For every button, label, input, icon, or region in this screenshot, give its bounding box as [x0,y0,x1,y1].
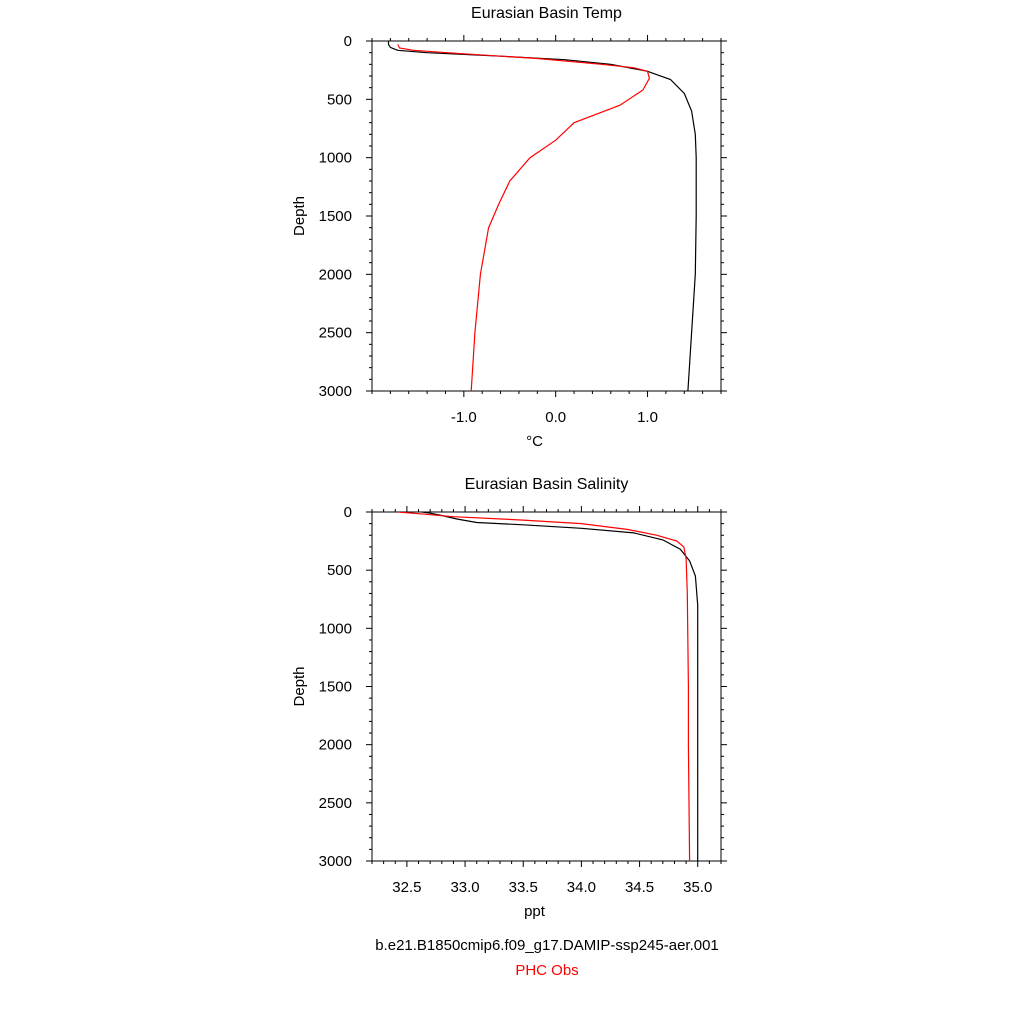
salinity-model-line [422,512,698,861]
temp-model-line [389,41,697,391]
salinity-obs-line [398,512,690,861]
temp-y-tick-label: 2500 [318,324,352,342]
salinity-y-tick-label: 3000 [318,853,352,870]
temp-y-tick-label: 500 [326,91,352,109]
salinity-x-tick-label: 34.0 [566,879,597,896]
temp-y-axis-label: Depth [291,195,308,237]
temp-x-tick-label: 0.0 [545,409,567,426]
salinity-x-tick-label: 33.0 [450,879,480,896]
salinity-x-tick-label: 34.5 [624,879,655,896]
salinity-x-tick-label: 33.5 [508,879,538,896]
salinity-y-tick-label: 500 [326,562,352,580]
obs-caption: PHC Obs [515,962,579,979]
salinity-y-tick-label: 1500 [318,678,352,696]
salinity-y-axis-label: Depth [291,666,308,707]
temp-chart-title: Eurasian Basin Temp [471,5,622,22]
temp-y-tick-label: 2000 [318,266,352,284]
temp-y-tick-label: 1500 [318,208,352,225]
salinity-x-tick-label: 32.5 [392,879,422,896]
temp-x-axis-label: °C [526,433,543,450]
salinity-chart-title: Eurasian Basin Salinity [464,476,629,493]
salinity-chart [291,476,727,920]
temp-y-tick-label: 3000 [318,383,352,400]
temp-x-tick-label: 1.0 [637,409,658,426]
temp-x-tick-label: -1.0 [450,409,477,426]
model-run-caption: b.e21.B1850cmip6.f09_g17.DAMIP-ssp245-aer.001 [375,937,719,954]
temp-obs-line [398,45,650,392]
temp-y-tick-label: 0 [343,33,352,50]
salinity-y-tick-label: 0 [343,504,352,521]
temp-y-tick-label: 1000 [318,149,352,167]
temp-plot-frame [372,41,721,391]
temp-chart [291,5,727,450]
salinity-x-axis-label: ppt [524,903,545,920]
salinity-y-tick-label: 2000 [318,736,352,754]
salinity-y-tick-label: 2500 [318,794,352,812]
salinity-plot-frame [372,512,721,861]
salinity-x-tick-label: 35.0 [683,879,713,896]
salinity-y-tick-label: 1000 [318,620,352,638]
